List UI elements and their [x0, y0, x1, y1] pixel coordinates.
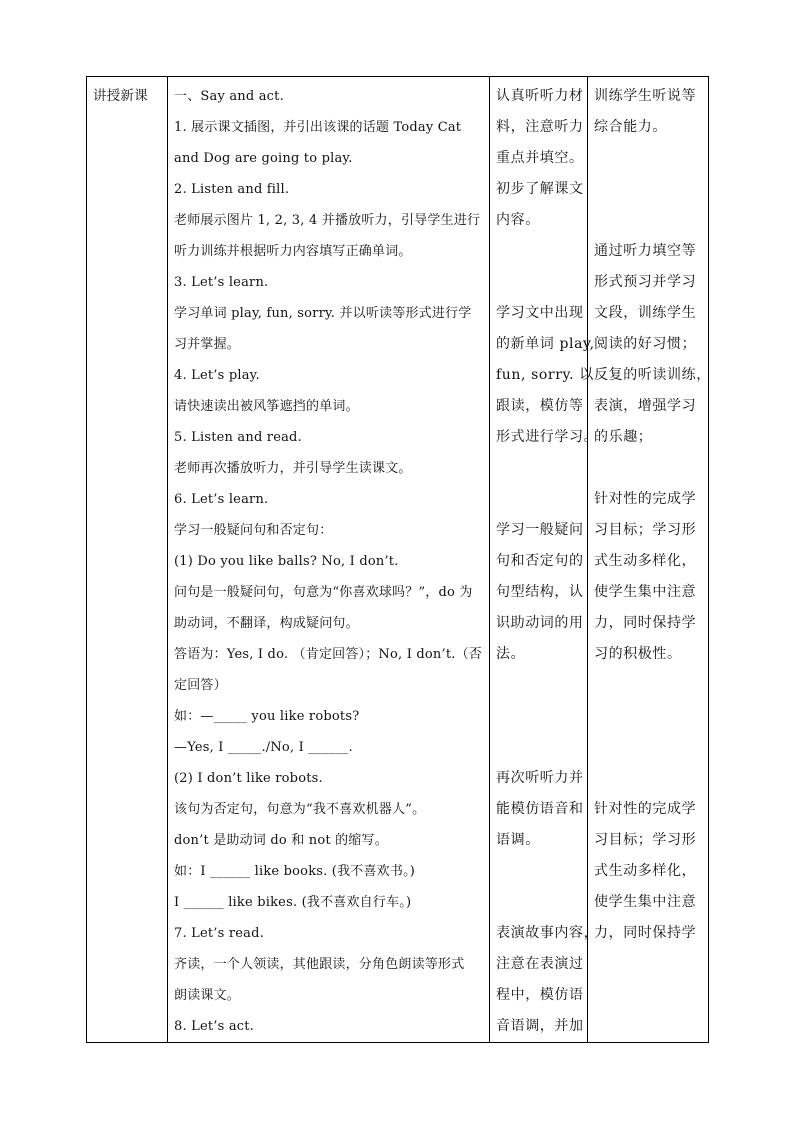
procedure-cell: [168, 77, 490, 1043]
procedure-line: 6. Let’s learn.: [174, 492, 269, 507]
table-row: [87, 77, 709, 1043]
procedure-line: 助动词，不翻译，构成疑问句。: [174, 616, 359, 631]
intent-line: 使学生集中注意: [594, 894, 697, 910]
intent-line: 使学生集中注意: [594, 584, 697, 600]
intent-line: 针对性的完成学: [594, 801, 697, 817]
procedure-line: 1. 展示课文插图，并引出该课的话题 Today Cat: [174, 120, 462, 135]
procedure-line: 答语为：Yes, I do. （肯定回答）；No, I don’t.（否: [174, 647, 482, 662]
activity-line: 法。: [496, 646, 526, 662]
procedure-line: (1) Do you like balls? No, I don’t.: [174, 554, 399, 569]
procedure-line: 朗读课文。: [174, 988, 241, 1003]
section-label-cell: [87, 77, 168, 1043]
procedure-line: (2) I don’t like robots.: [174, 771, 323, 786]
activity-line: 内容。: [496, 212, 540, 228]
intent-line: 习目标；学习形: [594, 522, 697, 538]
procedure-line: 一、Say and act.: [174, 89, 284, 104]
activity-line: 重点并填空。: [496, 150, 584, 166]
procedure-line: 3. Let’s learn.: [174, 275, 269, 290]
procedure-line: 该句为否定句，句意为“我不喜欢机器人”。: [174, 802, 426, 817]
procedure-line: 2. Listen and fill.: [174, 182, 290, 197]
spacer: [594, 670, 706, 763]
procedure-line: 老师展示图片 1, 2, 3, 4 并播放听力，引导学生进行: [174, 213, 481, 228]
procedure-line: 学习一般疑问句和否定句：: [174, 523, 333, 538]
procedure-line: 学习单词 play, fun, sorry. 并以听读等形式进行学: [174, 306, 472, 321]
intent-line: 综合能力。: [594, 119, 667, 135]
student-activity-cell: [490, 77, 599, 1043]
activity-line: 形式进行学习。: [496, 429, 599, 445]
procedure-line: 问句是一般疑问句，句意为“你喜欢球吗？”，do 为: [174, 585, 473, 600]
procedure-line: 听力训练并根据听力内容填写正确单词。: [174, 244, 412, 259]
activity-line: 音语调，并加: [496, 1018, 584, 1034]
section-label: 讲授新课: [93, 88, 148, 104]
activity-line: 句型结构，认: [496, 584, 584, 600]
activity-line: 程中，模仿语: [496, 987, 584, 1003]
activity-line: 识助动词的用: [496, 615, 584, 631]
procedure-line: 7. Let’s read.: [174, 926, 264, 941]
procedure-line: 如：I ______ like books. (我不喜欢书。): [174, 864, 416, 879]
activity-line: fun, sorry. 以: [496, 367, 594, 383]
activity-line: 认真听听力材: [496, 88, 584, 104]
procedure-line: 请快速读出被风筝遮挡的单词。: [174, 399, 359, 414]
procedure-line: 4. Let’s play.: [174, 368, 260, 383]
activity-line: 的新单词 play,: [496, 336, 595, 352]
intent-line: 阅读的好习惯；: [594, 336, 697, 352]
procedure-line: and Dog are going to play.: [174, 151, 353, 166]
intent-line: 文段，训练学生: [594, 305, 697, 321]
procedure-line: 8. Let’s act.: [174, 1019, 255, 1034]
procedure-line: 定回答）: [174, 678, 227, 693]
procedure-line: don’t 是助动词 do 和 not 的缩写。: [174, 833, 388, 848]
activity-line: 能模仿语音和: [496, 801, 584, 817]
intent-line: 力，同时保持学: [594, 615, 697, 631]
design-intent-cell: [588, 77, 709, 1043]
intent-line: 的乐趣；: [594, 429, 653, 445]
spacer: [496, 856, 585, 918]
activity-line: 注意在表演过: [496, 956, 584, 972]
spacer: [496, 236, 585, 298]
intent-line: 反复的听读训练，: [594, 367, 711, 383]
procedure-line: 习并掌握。: [174, 337, 241, 352]
procedure-line: 如：—_____ you like robots?: [174, 709, 360, 724]
intent-line: 针对性的完成学: [594, 491, 697, 507]
activity-line: 学习一般疑问: [496, 522, 584, 538]
spacer: [496, 453, 585, 515]
spacer: [496, 670, 585, 763]
intent-line: 式生动多样化，: [594, 553, 697, 569]
activity-line: 表演故事内容，: [496, 925, 599, 941]
intent-line: 形式预习并学习: [594, 274, 697, 290]
lesson-plan-table: [86, 76, 709, 1043]
intent-line: 习的积极性。: [594, 646, 682, 662]
spacer: [594, 143, 706, 236]
intent-line: 表演，增强学习: [594, 398, 697, 414]
intent-line: 力，同时保持学: [594, 925, 697, 941]
activity-line: 语调。: [496, 832, 540, 848]
intent-line: 通过听力填空等: [594, 243, 697, 259]
procedure-line: —Yes, I _____./No, I ______.: [174, 740, 353, 755]
activity-line: 料，注意听力: [496, 119, 584, 135]
procedure-line: 齐读，一个人领读，其他跟读，分角色朗读等形式: [174, 957, 465, 972]
spacer: [594, 453, 706, 484]
intent-line: 式生动多样化，: [594, 863, 697, 879]
intent-line: 习目标；学习形: [594, 832, 697, 848]
spacer: [594, 763, 706, 794]
procedure-line: I ______ like bikes. (我不喜欢自行车。): [174, 895, 412, 910]
activity-line: 学习文中出现: [496, 305, 584, 321]
procedure-line: 5. Listen and read.: [174, 430, 302, 445]
intent-line: 训练学生听说等: [594, 88, 697, 104]
activity-line: 再次听听力并: [496, 770, 584, 786]
activity-line: 跟读，模仿等: [496, 398, 584, 414]
procedure-line: 老师再次播放听力，并引导学生读课文。: [174, 461, 412, 476]
activity-line: 初步了解课文: [496, 181, 584, 197]
activity-line: 句和否定句的: [496, 553, 584, 569]
